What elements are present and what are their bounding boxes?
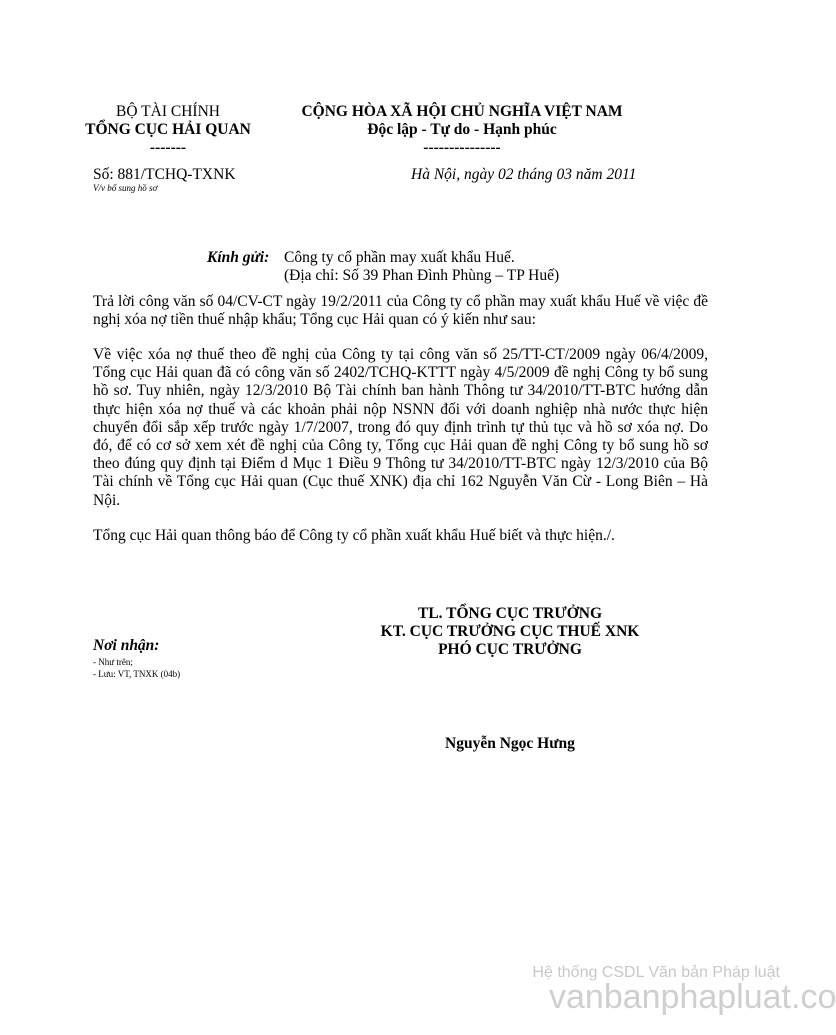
body-paragraph-2: Về việc xóa nợ thuế theo đề nghị của Công ty tại công văn số 25/TT-CT/2009 ngày 06/4/2009, Tổng cục Hải quan đã có công văn số 2402/TCHQ-KTTT ngày 4/5/2009 đề nghị Công ty bổ sung hồ sơ. Tuy nhiên, ngày 12/3/2010 Bộ Tài chính ban hành Thông tư 34/2010/TT-BTC hướng dẫn thực hiện xóa nợ thuế và các khoản phải nộp NSNN đối với doanh nghiệp nhà nước thực hiện chuyển đổi sắp xếp trước ngày 1/7/2007, trong đó quy định trình tự thủ tục và hồ sơ xóa nợ. Do đó, để có cơ sở xem xét đề nghị của Công ty, Tổng cục Hải quan đề nghị Công ty bổ sung hồ sơ theo đúng quy định tại Điểm d Mục 1 Điều 9 Thông tư 34/2010/TT-BTC ngày 12/3/2010 của Bộ Tài chính về Tổng cục Hải quan (Cục thuế XNK) địa chỉ 162 Nguyễn Văn Cừ - Long Biên – Hà Nội. <box>93 346 708 509</box>
body-paragraph-3: Tổng cục Hải quan thông báo để Công ty cổ phần xuất khẩu Huế biết và thực hiện./. <box>93 527 615 544</box>
document-subject: V/v bổ sung hồ sơ <box>93 183 158 193</box>
watermark-site: vanbanphapluat.co <box>549 978 836 1016</box>
recipient-name: Công ty cổ phần may xuất khẩu Huế. <box>284 249 515 266</box>
signer-name: Nguyễn Ngọc Hưng <box>445 735 575 752</box>
place-date: Hà Nội, ngày 02 tháng 03 năm 2011 <box>411 166 637 183</box>
signature-block <box>340 605 680 659</box>
signature-line-1: TL. TỔNG CỤC TRƯỞNG <box>417 605 603 622</box>
department-name: TỔNG CỤC HẢI QUAN <box>85 121 251 138</box>
header-left <box>68 103 268 157</box>
recipient-address: (Địa chỉ: Số 39 Phan Đình Phùng – TP Huế) <box>284 267 560 284</box>
signature-line-3: PHÓ CỤC TRƯỞNG <box>438 641 582 658</box>
document-number: Số: 881/TCHQ-TXNK <box>93 166 236 183</box>
nation-name: CỘNG HÒA XÃ HỘI CHỦ NGHĨA VIỆT NAM <box>301 103 623 120</box>
header-left-divider: ------- <box>149 139 187 156</box>
header-right-divider: --------------- <box>423 139 501 156</box>
national-motto: Độc lập - Tự do - Hạnh phúc <box>367 121 557 138</box>
recipients-list <box>93 656 180 680</box>
header-right <box>282 103 642 157</box>
signature-line-2: KT. CỤC TRƯỞNG CỤC THUẾ XNK <box>380 623 640 640</box>
recipients-title: Nơi nhận: <box>93 637 160 654</box>
recipient-item: - Lưu: VT, TNXK (04b) <box>93 669 181 679</box>
watermark-caption: Hệ thống CSDL Văn bản Pháp luật <box>532 964 780 981</box>
recipient-label: Kính gửi: <box>207 249 270 266</box>
ministry-name: BỘ TÀI CHÍNH <box>116 103 220 120</box>
recipient-item: - Như trên; <box>93 657 133 667</box>
body-paragraph-1: Trả lời công văn số 04/CV-CT ngày 19/2/2011 của Công ty cổ phần may xuất khẩu Huế về việc đề nghị xóa nợ tiền thuế nhập khẩu; Tổng cục Hải quan có ý kiến như sau: <box>93 293 708 329</box>
